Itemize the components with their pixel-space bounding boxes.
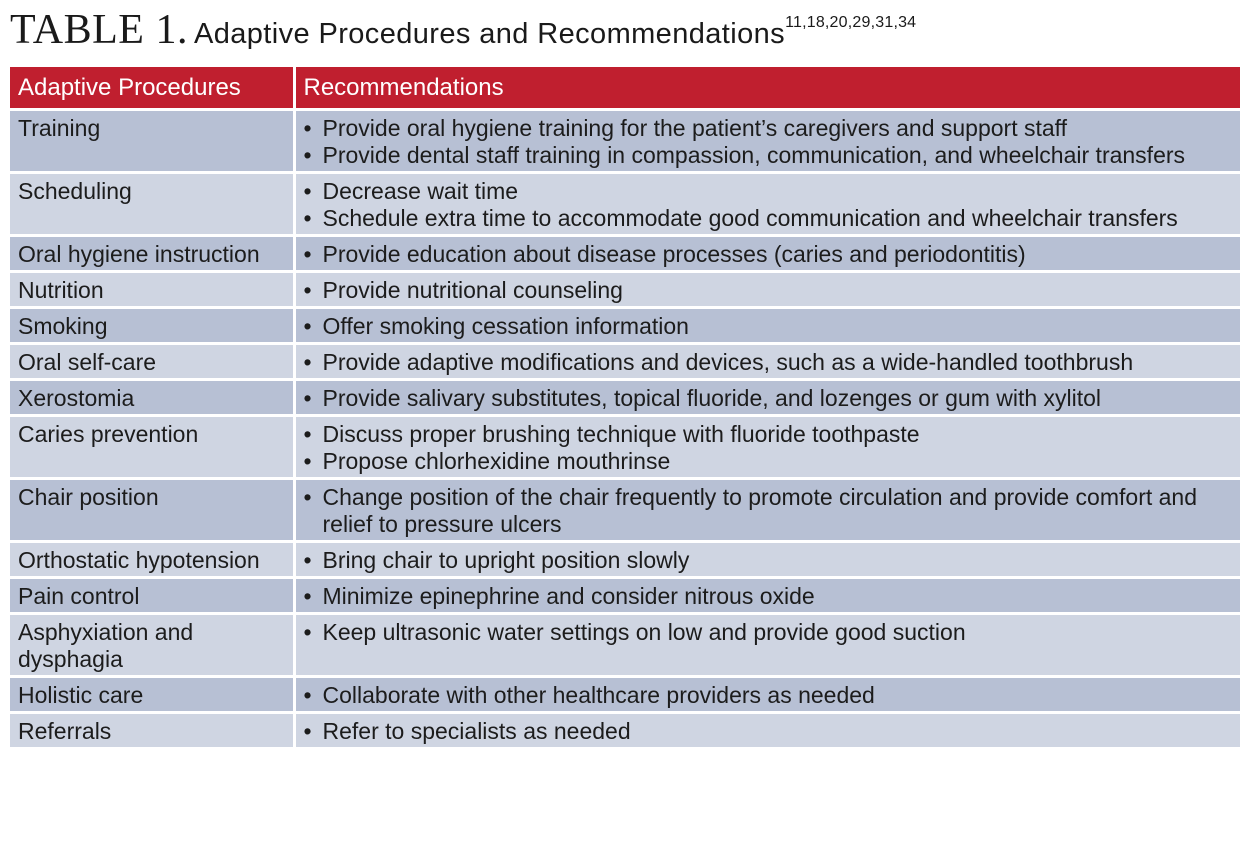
recommendation-item: • Bring chair to upright position slowly: [304, 547, 1234, 574]
table-row: [10, 614, 1240, 677]
table-row: [10, 578, 1240, 614]
procedure-cell: Scheduling: [10, 173, 294, 236]
procedure-cell: Referrals: [10, 713, 294, 749]
recommendations-cell: [294, 344, 1240, 380]
recommendation-list: [304, 484, 1234, 538]
recommendations-cell: [294, 236, 1240, 272]
table-row: [10, 713, 1240, 749]
procedure-cell: Caries prevention: [10, 416, 294, 479]
recommendation-item: • Provide dental staff training in compassion, communication, and wheelchair transfers: [304, 142, 1234, 169]
recommendation-item: • Provide nutritional counseling: [304, 277, 1234, 304]
recommendation-list: [304, 421, 1234, 475]
procedure-cell: Oral self-care: [10, 344, 294, 380]
header-adaptive-procedures: Adaptive Procedures: [10, 67, 294, 110]
procedure-cell: Chair position: [10, 479, 294, 542]
recommendation-item: • Provide salivary substitutes, topical fluoride, and lozenges or gum with xylitol: [304, 385, 1234, 412]
recommendation-list: [304, 115, 1234, 169]
recommendation-item: • Keep ultrasonic water settings on low and provide good suction: [304, 619, 1234, 646]
recommendation-list: [304, 241, 1234, 268]
table-label: TABLE 1.: [10, 7, 188, 53]
procedure-cell: Xerostomia: [10, 380, 294, 416]
table-row: [10, 344, 1240, 380]
procedure-cell: Pain control: [10, 578, 294, 614]
procedure-cell: Orthostatic hypotension: [10, 542, 294, 578]
recommendations-cell: [294, 614, 1240, 677]
recommendations-cell: [294, 380, 1240, 416]
recommendation-list: [304, 619, 1234, 646]
recommendation-list: [304, 583, 1234, 610]
procedure-cell: Smoking: [10, 308, 294, 344]
table-row: [10, 110, 1240, 173]
table-row: [10, 380, 1240, 416]
header-row: [10, 67, 1240, 110]
recommendation-item: • Refer to specialists as needed: [304, 718, 1234, 745]
recommendation-list: [304, 682, 1234, 709]
table-title-references: 11,18,20,29,31,34: [785, 14, 917, 31]
recommendations-cell: [294, 416, 1240, 479]
table-body: [10, 110, 1240, 749]
recommendation-item: • Decrease wait time: [304, 178, 1234, 205]
recommendation-list: [304, 718, 1234, 745]
recommendation-list: [304, 385, 1234, 412]
recommendation-list: [304, 547, 1234, 574]
recommendations-cell: [294, 578, 1240, 614]
table-row: [10, 308, 1240, 344]
procedure-cell: Oral hygiene instruction: [10, 236, 294, 272]
recommendation-item: • Discuss proper brushing technique with fluoride toothpaste: [304, 421, 1234, 448]
recommendations-cell: [294, 677, 1240, 713]
recommendations-cell: [294, 479, 1240, 542]
procedure-cell: Training: [10, 110, 294, 173]
table-row: [10, 236, 1240, 272]
recommendation-item: • Provide oral hygiene training for the patient’s caregivers and support staff: [304, 115, 1234, 142]
table-row: [10, 272, 1240, 308]
recommendation-item: • Provide adaptive modifications and devices, such as a wide-handled toothbrush: [304, 349, 1234, 376]
recommendations-cell: [294, 110, 1240, 173]
recommendation-item: • Schedule extra time to accommodate good communication and wheelchair transfers: [304, 205, 1234, 232]
recommendation-list: [304, 349, 1234, 376]
recommendations-cell: [294, 713, 1240, 749]
recommendation-item: • Propose chlorhexidine mouthrinse: [304, 448, 1234, 475]
recommendation-item: • Minimize epinephrine and consider nitrous oxide: [304, 583, 1234, 610]
recommendations-cell: [294, 173, 1240, 236]
recommendations-table: [10, 67, 1240, 750]
table-title: [10, 6, 916, 54]
recommendation-item: • Change position of the chair frequently to promote circulation and provide comfort and relief to pressure ulcers: [304, 484, 1234, 538]
table-row: [10, 542, 1240, 578]
table-row: [10, 479, 1240, 542]
table-row: [10, 677, 1240, 713]
recommendations-cell: [294, 272, 1240, 308]
recommendation-list: [304, 313, 1234, 340]
recommendation-list: [304, 178, 1234, 232]
procedure-cell: Nutrition: [10, 272, 294, 308]
table-title-text: Adaptive Procedures and Recommendations: [193, 18, 786, 50]
table-row: [10, 173, 1240, 236]
recommendation-item: • Offer smoking cessation information: [304, 313, 1234, 340]
recommendation-item: • Collaborate with other healthcare providers as needed: [304, 682, 1234, 709]
procedure-cell: Holistic care: [10, 677, 294, 713]
recommendation-list: [304, 277, 1234, 304]
table-row: [10, 416, 1240, 479]
header-recommendations: Recommendations: [294, 67, 1240, 110]
recommendations-cell: [294, 308, 1240, 344]
recommendation-item: • Provide education about disease processes (caries and periodontitis): [304, 241, 1234, 268]
procedure-cell: Asphyxiation and dysphagia: [10, 614, 294, 677]
recommendations-cell: [294, 542, 1240, 578]
